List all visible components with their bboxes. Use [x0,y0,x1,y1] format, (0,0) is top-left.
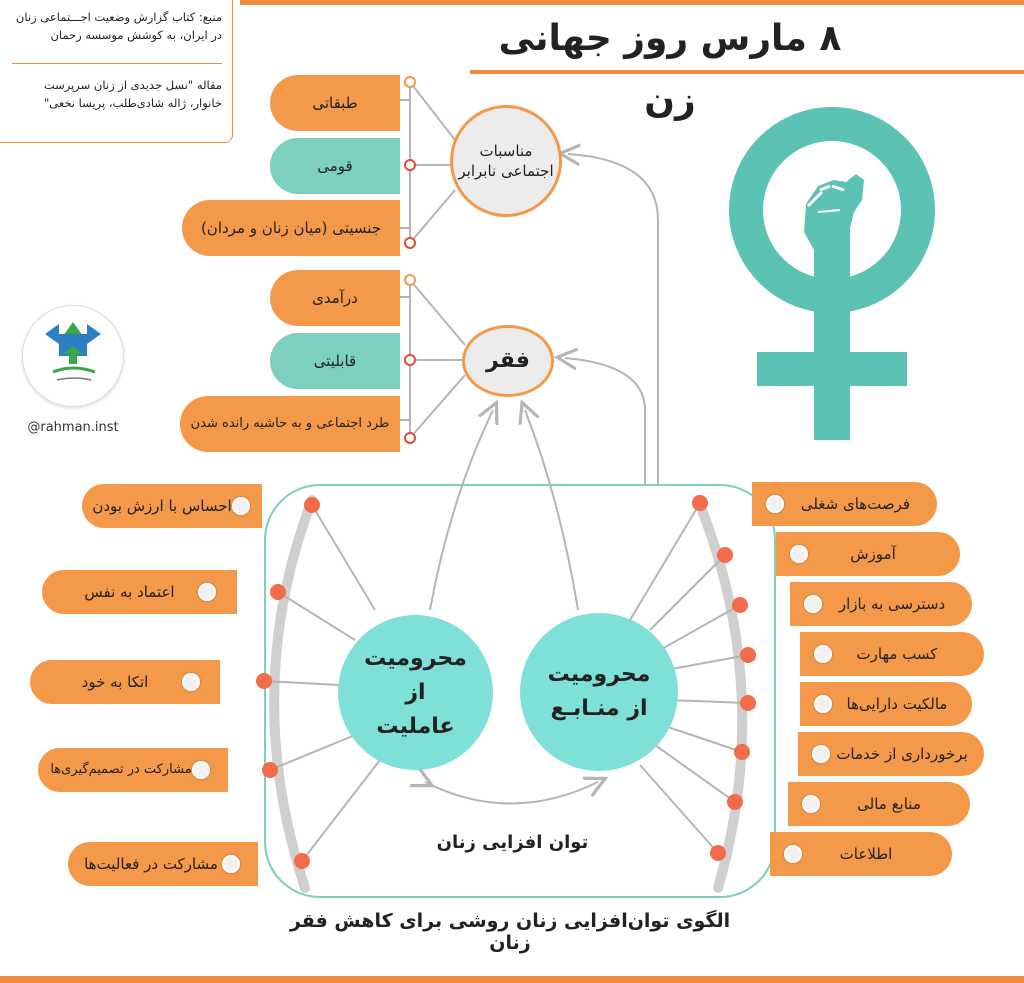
agency-item-bullet-icon [222,855,240,873]
resource-item-bullet-icon [790,545,808,563]
pill-social-ethnic: قومی [270,138,400,194]
source-line-2: مقاله "نسل جدیدی از زنان سرپرست خانوار، ژاله شادی‌طلب، پریسا نخعی" [43,78,222,110]
resource-item-label: مالکیت دارایی‌ها [846,695,948,713]
resource-item-label: اطلاعات [839,845,893,863]
agency-item-label: احساس با ارزش بودن [92,497,232,515]
resource-item-label: دسترسی به بازار [838,595,946,613]
page-title: ۸ مارس روز جهانی زن [498,18,842,121]
resource-item-bullet-icon [766,495,784,513]
agency-item-bullet-icon [192,761,210,779]
node-social-relations: مناسبات اجتماعی نابرابر [450,105,562,217]
agency-item-label: اعتماد به نفس [84,583,175,601]
agency-item-bullet-icon [182,673,200,691]
agency-item-bullet-icon [198,583,216,601]
resource-item-bullet-icon [804,595,822,613]
resource-item-bullet-icon [814,645,832,663]
empowerment-label: توان افزایی زنان [436,832,589,853]
pill-poverty-income: درآمدی [270,270,400,326]
resource-item-label: منابع مالی [857,795,921,813]
node-agency-deprivation: محرومیت از عاملیت [338,615,493,770]
resource-item-bullet-icon [784,845,802,863]
pill-poverty-exclusion: طرد اجتماعی و به حاشیه رانده شدن [180,396,400,452]
agency-item-label: اتکا به خود [81,673,149,691]
resource-item-bullet-icon [802,795,820,813]
resource-item-label: آموزش [850,545,896,563]
agency-item-label: مشارکت در تصمیم‌گیری‌ها [50,762,192,777]
resource-item-label: برخورداری از خدمات [836,745,968,763]
agency-item-bullet-icon [232,497,250,515]
resource-item-label: کسب مهارت [856,645,938,663]
node-resource-deprivation: محرومیت از منـابـع [520,613,678,771]
org-handle[interactable]: @rahman.inst [27,420,119,435]
diagram-caption: الگوی توان‌افزایی زنان روشی برای کاهش فقر زنان [289,910,731,954]
resource-item-label: فرصت‌های شغلی [800,495,911,513]
pill-social-gender: جنسیتی (میان زنان و مردان) [182,200,400,256]
source-line-1: منبع: کتاب گزارش وضعیت اجـــتماعی زنان در ایران، به کوشش موسسه رحمان [15,10,222,42]
node-poverty: فقر [462,325,554,397]
pill-social-class: طبقاتی [270,75,400,131]
agency-item-label: مشارکت در فعالیت‌ها [84,855,218,873]
resource-item-bullet-icon [814,695,832,713]
pill-poverty-capability: قابلیتی [270,333,400,389]
resource-item-bullet-icon [812,745,830,763]
